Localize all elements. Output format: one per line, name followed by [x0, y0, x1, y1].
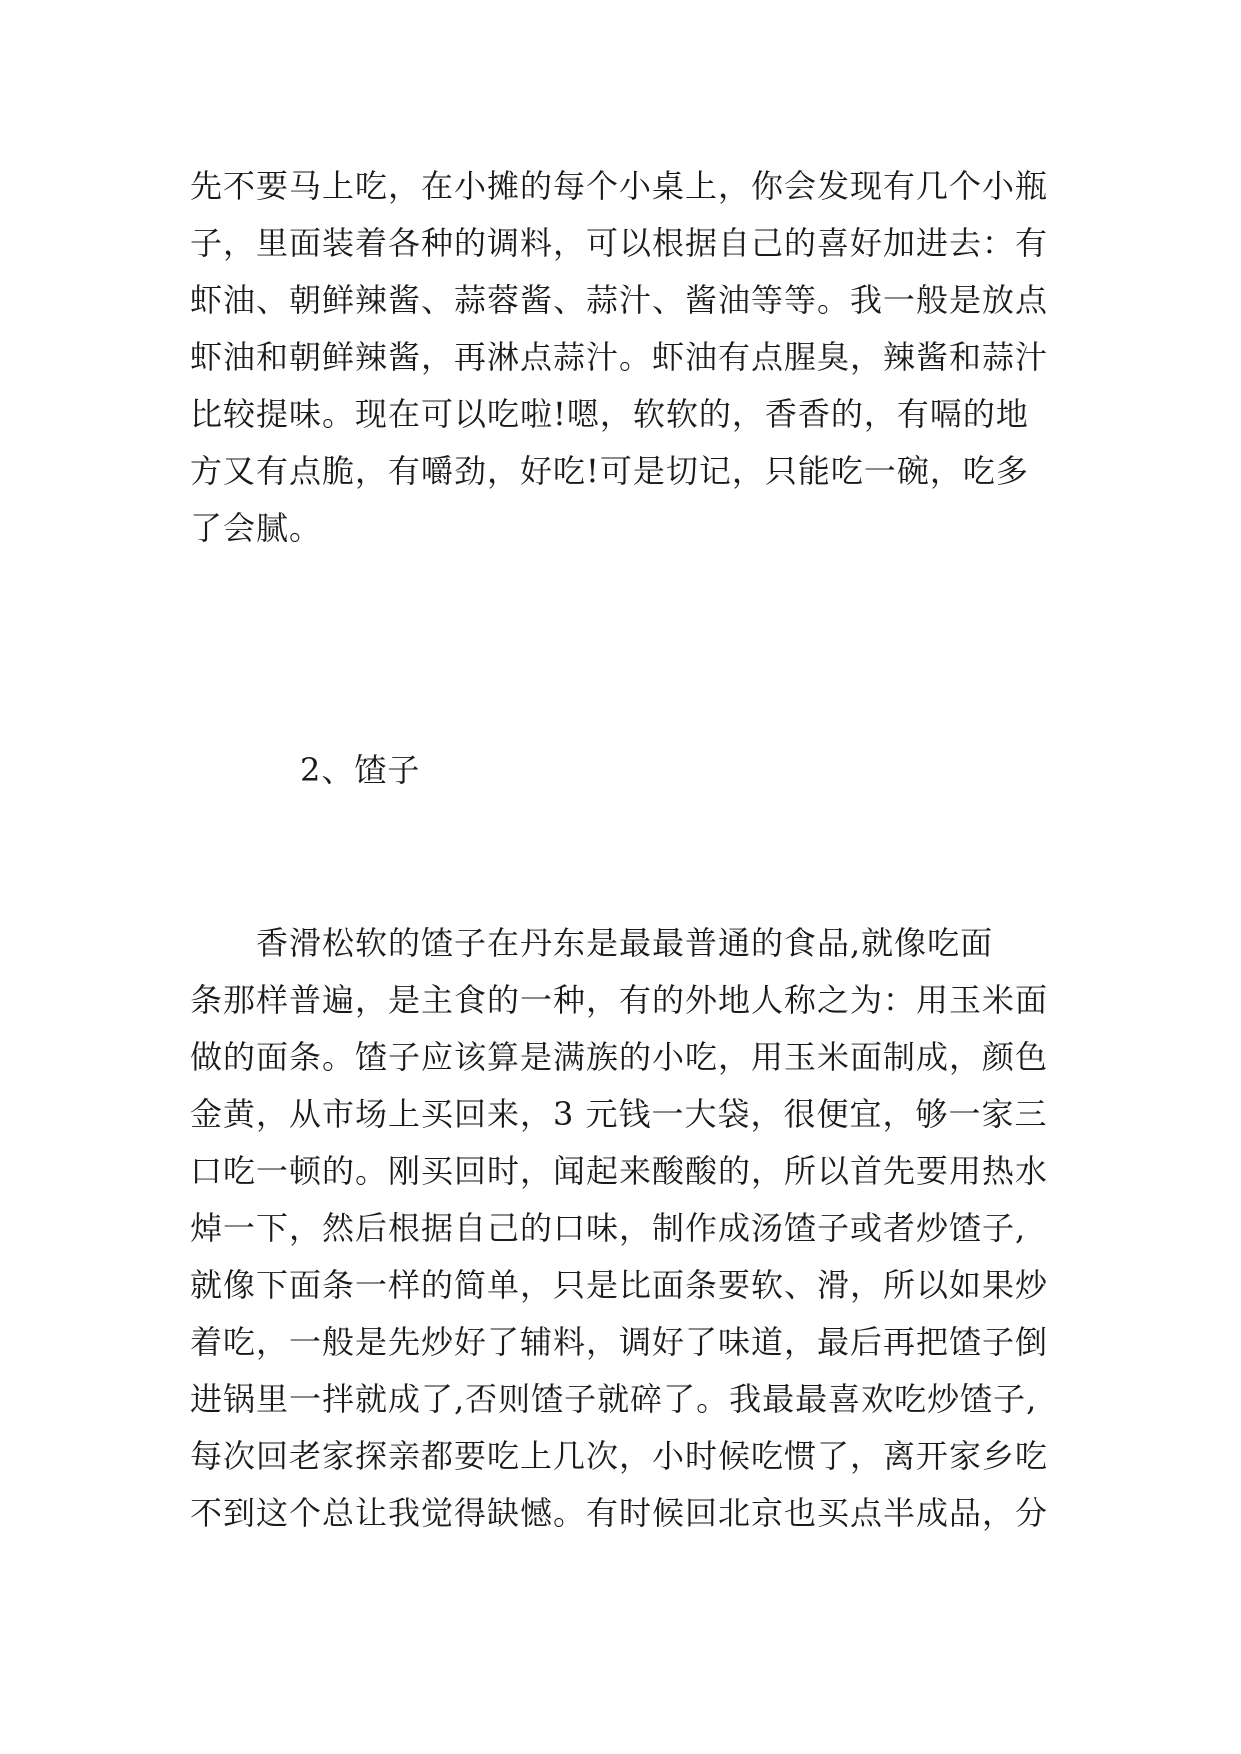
- paragraph-line: 焯一下，然后根据自己的口味，制作成汤馇子或者炒馇子,: [190, 1209, 1027, 1247]
- section-heading: 2、馇子: [300, 751, 421, 789]
- paragraph-line: 虾油、朝鲜辣酱、蒜蓉酱、蒜汁、酱油等等。我一般是放点: [190, 281, 1049, 319]
- paragraph-line: 虾油和朝鲜辣酱，再淋点蒜汁。虾油有点腥臭，辣酱和蒜汁: [190, 338, 1049, 376]
- paragraph-line: 进锅里一拌就成了,否则馇子就碎了。我最最喜欢吃炒馇子,: [190, 1380, 1038, 1418]
- paragraph-line: 就像下面条一样的简单，只是比面条要软、滑，所以如果炒: [190, 1266, 1049, 1304]
- paragraph-line: 先不要马上吃，在小摊的每个小桌上，你会发现有几个小瓶: [190, 167, 1049, 205]
- paragraph-1: [190, 158, 1060, 557]
- paragraph-line: 条那样普遍，是主食的一种，有的外地人称之为：用玉米面: [190, 981, 1049, 1019]
- paragraph-line: 子，里面装着各种的调料，可以根据自己的喜好加进去：有: [190, 224, 1049, 262]
- paragraph-2: [190, 915, 1060, 1542]
- paragraph-line: 香滑松软的馇子在丹东是最最普通的食品,就像吃面: [190, 924, 994, 962]
- paragraph-line: 了会腻。: [190, 509, 323, 547]
- paragraph-line: 金黄，从市场上买回来，3 元钱一大袋，很便宜，够一家三: [190, 1095, 1048, 1133]
- paragraph-line: 每次回老家探亲都要吃上几次，小时候吃惯了，离开家乡吃: [190, 1437, 1049, 1475]
- paragraph-line: 着吃，一般是先炒好了辅料，调好了味道，最后再把馇子倒: [190, 1323, 1049, 1361]
- paragraph-line: 方又有点脆，有嚼劲，好吃!可是切记，只能吃一碗，吃多: [190, 452, 1029, 490]
- paragraph-line: 口吃一顿的。刚买回时，闻起来酸酸的，所以首先要用热水: [190, 1152, 1049, 1190]
- paragraph-line: 不到这个总让我觉得缺憾。有时候回北京也买点半成品，分: [190, 1494, 1049, 1532]
- paragraph-line: 比较提味。现在可以吃啦!嗯，软软的，香香的，有嗝的地: [190, 395, 1029, 433]
- paragraph-line: 做的面条。馇子应该算是满族的小吃，用玉米面制成，颜色: [190, 1038, 1049, 1076]
